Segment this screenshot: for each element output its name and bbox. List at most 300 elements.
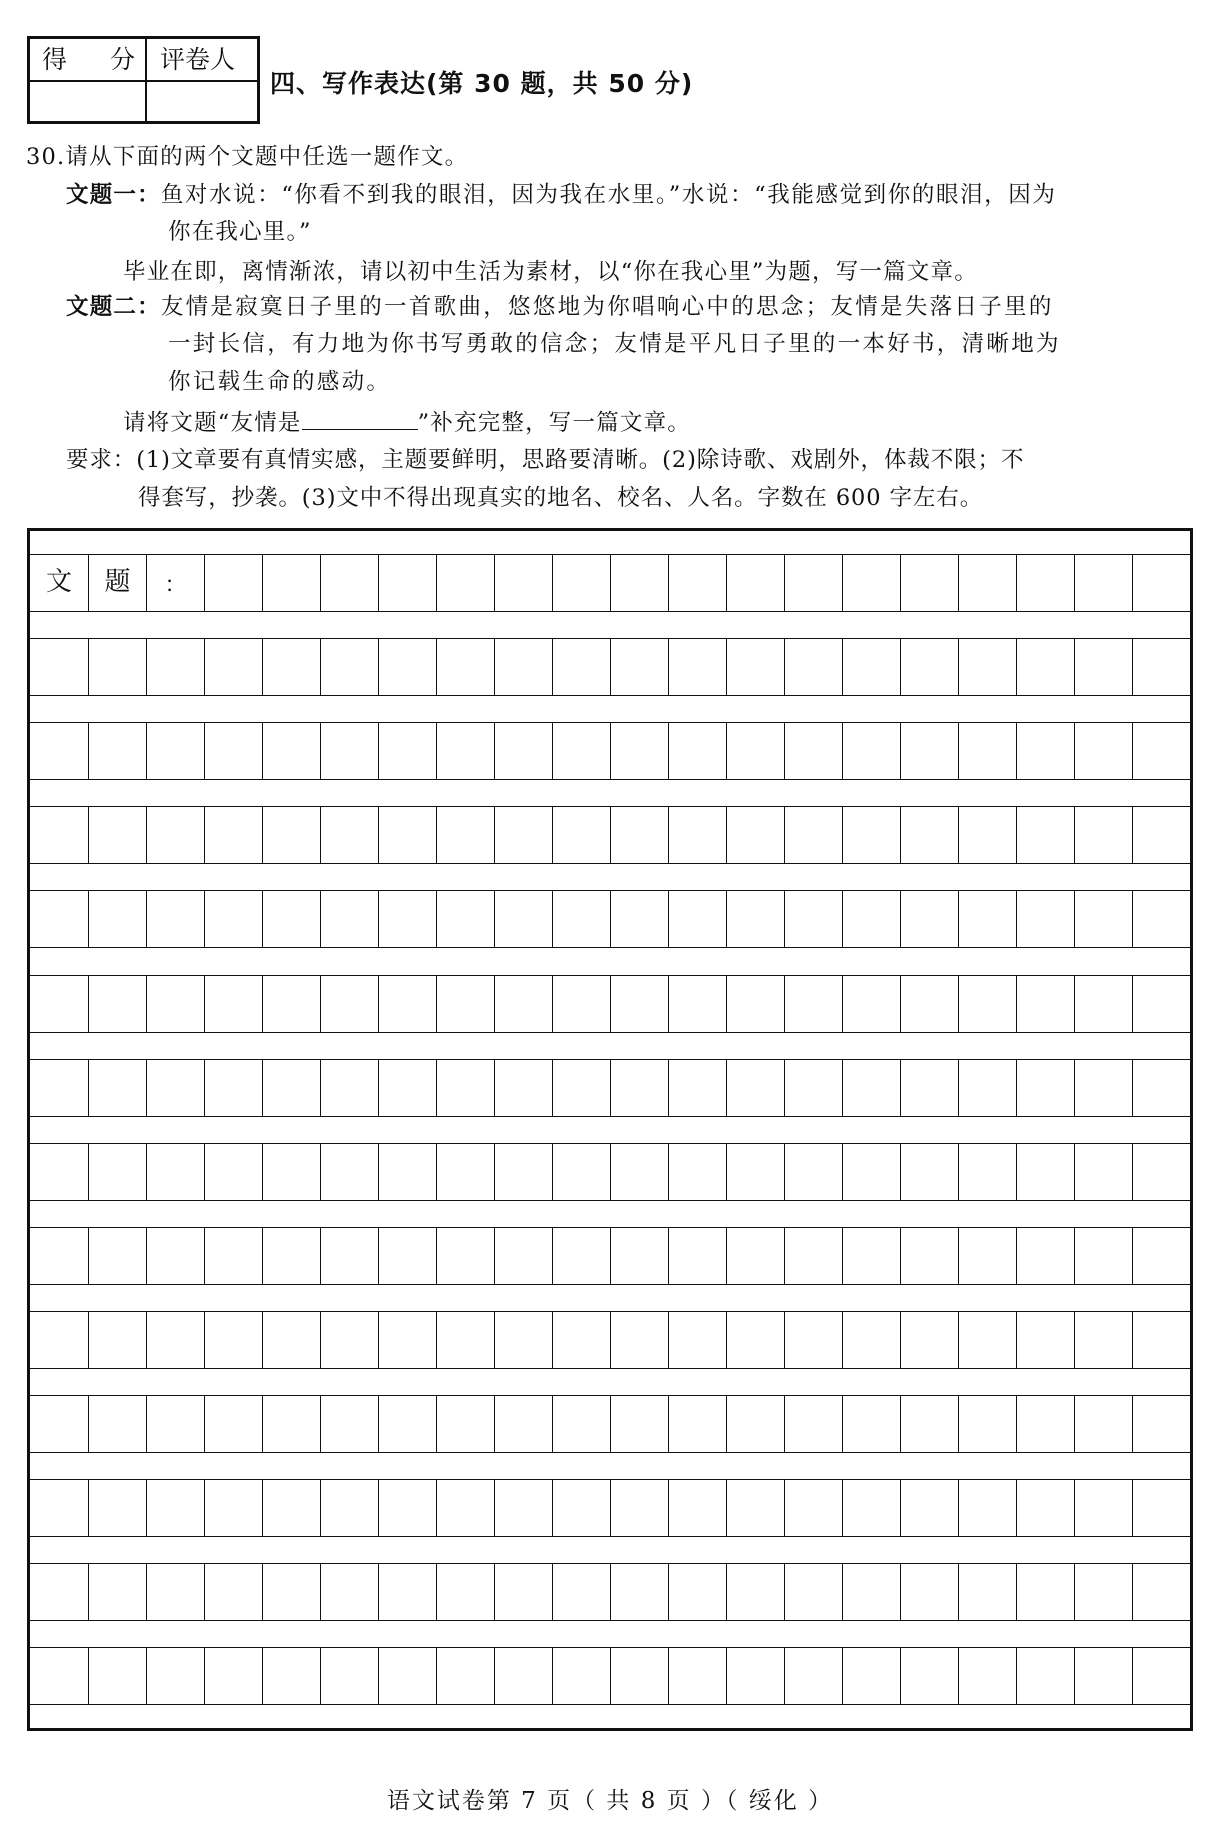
grid-cell[interactable] [900,891,958,947]
grid-cell[interactable] [668,1312,726,1368]
grid-cell[interactable] [958,1060,1016,1116]
grid-cell[interactable] [88,807,146,863]
grid-cell[interactable] [494,723,552,779]
grid-cell[interactable] [668,1396,726,1452]
grid-cell[interactable] [204,976,262,1032]
grid-cell[interactable] [436,1060,494,1116]
grid-cell[interactable] [30,1480,88,1536]
grid-cell[interactable] [320,891,378,947]
grid-cell[interactable] [1016,976,1074,1032]
grid-cell[interactable] [204,1144,262,1200]
grid-cell[interactable] [436,1312,494,1368]
grid-cell[interactable] [262,1228,320,1284]
grid-row [30,806,1190,864]
grid-cell[interactable] [436,1564,494,1620]
grid-cell[interactable] [1016,1144,1074,1200]
grid-cell[interactable] [610,1144,668,1200]
grid-cell[interactable] [900,1228,958,1284]
grid-cell[interactable] [958,891,1016,947]
score-box-divider [30,80,257,82]
grid-cell[interactable] [1016,1480,1074,1536]
grid-cell[interactable] [610,807,668,863]
grid-cell[interactable] [726,639,784,695]
grid-cell[interactable] [958,1480,1016,1536]
grid-cell[interactable] [668,976,726,1032]
grid-cell[interactable] [1132,891,1190,947]
grid-cell[interactable] [900,1060,958,1116]
grid-cell[interactable] [378,1480,436,1536]
grid-cell[interactable] [262,1648,320,1704]
grid-cell[interactable] [842,723,900,779]
grid-cell[interactable] [30,1228,88,1284]
topic1-label: 文题一： [66,182,161,208]
grid-cell[interactable] [842,1648,900,1704]
grid-cell[interactable] [494,1312,552,1368]
grid-cell[interactable] [320,1312,378,1368]
grid-cell[interactable] [552,555,610,611]
grid-cell[interactable] [958,807,1016,863]
grid-cell[interactable] [1132,639,1190,695]
grid-cell[interactable] [262,555,320,611]
topic2-instruction-before: 请将文题“友情是 [123,410,302,436]
grid-cell[interactable] [552,1312,610,1368]
grid-cell[interactable] [30,1648,88,1704]
grid-cell[interactable] [1074,1228,1132,1284]
grid-cell[interactable] [262,1060,320,1116]
grid-cell[interactable] [784,891,842,947]
grid-cell[interactable] [262,807,320,863]
grid-cell[interactable] [784,807,842,863]
grid-cell[interactable] [842,807,900,863]
grid-cell[interactable] [726,1480,784,1536]
grid-cell[interactable] [784,1060,842,1116]
grid-cell[interactable] [88,1648,146,1704]
grid-cell[interactable] [1074,807,1132,863]
grid-cell[interactable] [784,555,842,611]
page-footer: 语文试卷第 7 页（ 共 8 页 ）（ 绥化 ） [386,1788,834,1814]
grid-cell[interactable] [842,1144,900,1200]
grid-cell[interactable] [900,976,958,1032]
grid-cell[interactable] [494,976,552,1032]
grid-cell[interactable] [668,1144,726,1200]
grid-cell[interactable] [320,1564,378,1620]
grid-cell[interactable] [262,976,320,1032]
grid-cell[interactable] [668,1480,726,1536]
grid-cell[interactable] [1016,1228,1074,1284]
grid-cell[interactable] [378,1060,436,1116]
grid-cell[interactable] [88,1396,146,1452]
grid-cell[interactable] [900,639,958,695]
grid-cell[interactable] [784,1396,842,1452]
grid-cell[interactable] [610,1648,668,1704]
grid-cell[interactable] [610,639,668,695]
grid-cell[interactable] [378,976,436,1032]
grid-cell[interactable] [88,1144,146,1200]
grid-cell[interactable] [378,1648,436,1704]
grid-cell[interactable] [784,1648,842,1704]
grid-cell[interactable] [436,1228,494,1284]
grid-cell-prefilled[interactable]: 题 [88,555,146,611]
grid-cell[interactable] [1132,807,1190,863]
grid-cell[interactable] [436,807,494,863]
grid-cell[interactable] [1016,1060,1074,1116]
grid-cell[interactable] [320,1396,378,1452]
grid-cell[interactable] [1074,1648,1132,1704]
grid-cell[interactable] [958,1228,1016,1284]
grid-cell[interactable] [146,639,204,695]
grid-cell[interactable] [1074,639,1132,695]
grid-cell[interactable] [494,1396,552,1452]
grid-cell[interactable] [204,555,262,611]
grid-cell[interactable] [204,639,262,695]
grid-cell[interactable] [88,1564,146,1620]
grid-cell[interactable] [146,1228,204,1284]
grid-cell[interactable] [204,1564,262,1620]
grid-cell[interactable] [1016,1648,1074,1704]
grid-cell[interactable] [88,1480,146,1536]
grid-cell[interactable] [378,1144,436,1200]
grid-cell[interactable] [610,1312,668,1368]
grid-cell[interactable] [784,976,842,1032]
topic2-instruction [123,407,691,439]
grid-row [30,1647,1190,1705]
grid-cell[interactable] [552,723,610,779]
grid-cell[interactable] [494,1564,552,1620]
grid-row [30,1227,1190,1285]
grid-row [30,638,1190,696]
grid-cell[interactable] [1016,555,1074,611]
grid-cell[interactable] [1074,555,1132,611]
grid-cell[interactable] [1132,1480,1190,1536]
grid-cell[interactable] [900,1564,958,1620]
grid-cell[interactable] [30,1144,88,1200]
grid-cell[interactable] [842,1060,900,1116]
grid-cell[interactable] [30,1564,88,1620]
grid-cell[interactable] [552,1480,610,1536]
grid-cell[interactable] [668,555,726,611]
grid-cell[interactable] [900,1648,958,1704]
grid-cell[interactable] [610,1396,668,1452]
grid-cell[interactable] [1074,891,1132,947]
grid-cell[interactable] [30,976,88,1032]
grid-cell[interactable] [436,976,494,1032]
grid-cell[interactable] [88,1060,146,1116]
grid-cell[interactable] [1016,1312,1074,1368]
grid-cell[interactable] [726,1564,784,1620]
grid-cell[interactable] [842,1480,900,1536]
grid-cell[interactable] [436,555,494,611]
grid-cell[interactable] [436,1396,494,1452]
grid-cell[interactable] [378,723,436,779]
grid-cell[interactable] [1074,1396,1132,1452]
grid-cell[interactable] [900,555,958,611]
grid-cell[interactable] [552,1648,610,1704]
grid-cell[interactable] [146,1396,204,1452]
grid-cell[interactable] [436,723,494,779]
grid-cell[interactable] [1074,1480,1132,1536]
grid-cell[interactable] [726,1396,784,1452]
grid-cell[interactable] [378,1564,436,1620]
grid-cell[interactable] [88,639,146,695]
grid-cell[interactable] [494,1144,552,1200]
grid-cell-prefilled[interactable]: ： [146,555,204,611]
grid-cell[interactable] [146,723,204,779]
grid-cell[interactable] [842,639,900,695]
grid-cell[interactable] [958,1144,1016,1200]
grid-cell[interactable] [726,723,784,779]
grid-cell[interactable] [378,1228,436,1284]
grid-cell[interactable] [668,723,726,779]
grid-cell[interactable] [1132,976,1190,1032]
grid-cell[interactable] [262,891,320,947]
grid-cell[interactable] [30,1396,88,1452]
grid-cell[interactable] [1132,555,1190,611]
grid-cell[interactable] [30,891,88,947]
grid-cell[interactable] [552,1396,610,1452]
grid-cell[interactable] [610,555,668,611]
grid-cell[interactable] [842,1564,900,1620]
grid-cell[interactable] [784,1564,842,1620]
grid-cell[interactable] [726,1312,784,1368]
grid-cell[interactable] [494,891,552,947]
grid-cell[interactable] [1132,723,1190,779]
grid-cell[interactable] [204,1060,262,1116]
grid-cell[interactable] [610,1060,668,1116]
grid-cell[interactable] [146,1312,204,1368]
grid-cell[interactable] [1016,723,1074,779]
grid-cell[interactable] [900,807,958,863]
grid-cell[interactable] [146,1060,204,1116]
grid-cell[interactable] [262,1480,320,1536]
grid-cell[interactable] [958,1312,1016,1368]
grid-cell[interactable] [378,891,436,947]
grid-cell[interactable] [494,1228,552,1284]
grid-cell[interactable] [610,891,668,947]
grid-cell[interactable] [958,639,1016,695]
grid-cell[interactable] [1016,891,1074,947]
grid-cell[interactable] [784,723,842,779]
grid-cell[interactable] [30,639,88,695]
grid-cell[interactable] [88,976,146,1032]
grid-cell[interactable] [842,1312,900,1368]
grid-cell[interactable] [204,723,262,779]
grid-cell[interactable] [320,976,378,1032]
grid-cell[interactable] [204,1648,262,1704]
grid-row [30,1563,1190,1621]
grid-cell[interactable] [1074,1564,1132,1620]
grid-cell[interactable] [262,1564,320,1620]
grid-cell[interactable] [610,1480,668,1536]
grid-cell[interactable] [726,807,784,863]
grid-cell[interactable] [436,1480,494,1536]
grid-cell[interactable] [146,1564,204,1620]
grid-cell[interactable] [958,976,1016,1032]
grid-cell[interactable] [1016,1564,1074,1620]
grid-cell[interactable] [552,1564,610,1620]
grid-cell[interactable] [378,1396,436,1452]
question-stem: 30.请从下面的两个文题中任选一题作文。 [26,144,469,170]
grid-cell[interactable] [30,1312,88,1368]
grid-cell[interactable] [146,807,204,863]
title-blank [302,407,418,430]
grid-cell[interactable] [842,1396,900,1452]
grid-cell[interactable] [204,1480,262,1536]
grid-row [30,1059,1190,1117]
grid-cell[interactable] [320,1228,378,1284]
grid-cell[interactable] [1074,976,1132,1032]
grid-cell[interactable] [552,976,610,1032]
grid-cell[interactable] [668,807,726,863]
grid-cell[interactable] [958,1396,1016,1452]
grid-cell[interactable] [494,1648,552,1704]
grid-cell[interactable] [1132,1060,1190,1116]
grid-cell[interactable] [958,723,1016,779]
grid-cell[interactable] [784,1312,842,1368]
grid-cell[interactable] [88,723,146,779]
grid-cell[interactable] [1132,1144,1190,1200]
topic2-text: 友情是寂寞日子里的一首歌曲，悠悠地为你唱响心中的思念；友情是失落日子里的 [160,294,1054,320]
grid-cell[interactable] [30,723,88,779]
grid-cell[interactable] [320,555,378,611]
grid-cell[interactable] [30,1060,88,1116]
grid-cell[interactable] [204,891,262,947]
grid-cell[interactable] [204,807,262,863]
grid-cell[interactable] [1074,1060,1132,1116]
grid-cell[interactable] [668,1060,726,1116]
grid-cell[interactable] [494,555,552,611]
grid-cell[interactable] [320,1480,378,1536]
grid-cell[interactable] [146,1144,204,1200]
topic1-instruction: 毕业在即，离情渐浓，请以初中生活为素材，以“你在我心里”为题，写一篇文章。 [123,259,978,285]
grid-cell[interactable] [262,639,320,695]
grid-cell[interactable] [784,1480,842,1536]
grid-cell[interactable] [726,976,784,1032]
grid-cell[interactable] [726,1228,784,1284]
grid-cell[interactable] [204,1228,262,1284]
grid-cell[interactable] [1016,1396,1074,1452]
grid-cell[interactable] [552,1060,610,1116]
grid-cell[interactable] [88,891,146,947]
grid-cell[interactable] [436,639,494,695]
grid-cell[interactable] [1132,1564,1190,1620]
grid-cell[interactable] [204,1396,262,1452]
grid-cell[interactable] [726,1144,784,1200]
topic2-text-cont: 你记载生命的感动。 [168,369,392,395]
grid-cell[interactable] [726,891,784,947]
grid-cell[interactable] [958,1648,1016,1704]
grid-cell[interactable] [842,1228,900,1284]
grid-cell[interactable] [958,1564,1016,1620]
grid-cell[interactable] [958,555,1016,611]
grid-row [30,1143,1190,1201]
grid-cell[interactable] [1132,1312,1190,1368]
grid-cell[interactable] [900,1312,958,1368]
grid-cell[interactable] [726,555,784,611]
grid-cell[interactable] [1132,1648,1190,1704]
grid-cell[interactable] [900,723,958,779]
grid-cell[interactable] [552,891,610,947]
grid-cell[interactable] [320,639,378,695]
grid-cell[interactable] [146,1480,204,1536]
grid-cell[interactable] [900,1396,958,1452]
grid-cell[interactable] [436,891,494,947]
grid-cell[interactable] [1074,723,1132,779]
grid-cell[interactable] [1132,1396,1190,1452]
grid-cell[interactable] [552,807,610,863]
grid-cell[interactable] [610,1228,668,1284]
grid-cell[interactable] [668,1648,726,1704]
grid-cell[interactable] [320,1648,378,1704]
grid-cell[interactable] [146,976,204,1032]
grid-cell[interactable] [88,1312,146,1368]
grid-cell[interactable] [610,723,668,779]
grid-cell[interactable] [436,1144,494,1200]
grid-cell[interactable] [262,1312,320,1368]
grid-cell[interactable] [610,1564,668,1620]
requirements-line-cont: 得套写，抄袭。(3)文中不得出现真实的地名、校名、人名。字数在 600 字左右。 [138,485,984,511]
grid-cell[interactable] [668,891,726,947]
grid-cell[interactable] [552,1228,610,1284]
grid-cell[interactable] [668,639,726,695]
grid-cell[interactable] [668,1228,726,1284]
grid-cell[interactable] [494,639,552,695]
grid-cell[interactable] [494,1060,552,1116]
grid-cell[interactable] [262,1396,320,1452]
grid-cell[interactable] [1132,1228,1190,1284]
grid-cell[interactable] [784,1228,842,1284]
grid-cell[interactable] [726,1648,784,1704]
grid-cell[interactable] [552,639,610,695]
section-title: 四、写作表达(第 30 题，共 50 分) [270,69,694,98]
grid-cell[interactable] [900,1480,958,1536]
grid-cell[interactable] [146,1648,204,1704]
grid-cell[interactable] [842,891,900,947]
grid-cell[interactable] [378,807,436,863]
grid-cell[interactable] [842,555,900,611]
grid-cell[interactable] [842,976,900,1032]
grid-cell[interactable] [900,1144,958,1200]
grid-cell[interactable] [262,1144,320,1200]
grid-cell[interactable] [378,639,436,695]
grid-cell[interactable] [378,1312,436,1368]
grid-cell[interactable] [1016,807,1074,863]
grid-cell[interactable] [378,555,436,611]
grid-cell[interactable] [146,891,204,947]
grid-cell[interactable] [726,1060,784,1116]
grid-cell[interactable] [262,723,320,779]
grid-cell[interactable] [784,639,842,695]
grid-cell[interactable] [320,1144,378,1200]
grid-cell[interactable] [88,1228,146,1284]
grid-cell[interactable] [668,1564,726,1620]
grid-cell[interactable] [1074,1144,1132,1200]
grid-cell[interactable] [784,1144,842,1200]
grid-cell[interactable] [494,807,552,863]
grid-cell[interactable] [320,1060,378,1116]
grid-cell[interactable] [436,1648,494,1704]
grid-cell[interactable] [1016,639,1074,695]
grid-cell[interactable] [320,807,378,863]
topic2-line [66,291,1054,323]
grid-cell[interactable] [320,723,378,779]
grid-cell[interactable] [204,1312,262,1368]
grid-cell[interactable] [30,807,88,863]
grid-cell[interactable] [1074,1312,1132,1368]
grid-cell[interactable] [552,1144,610,1200]
grid-cell-prefilled[interactable]: 文 [45,567,72,597]
grid-cell[interactable] [610,976,668,1032]
grid-cell[interactable] [494,1480,552,1536]
